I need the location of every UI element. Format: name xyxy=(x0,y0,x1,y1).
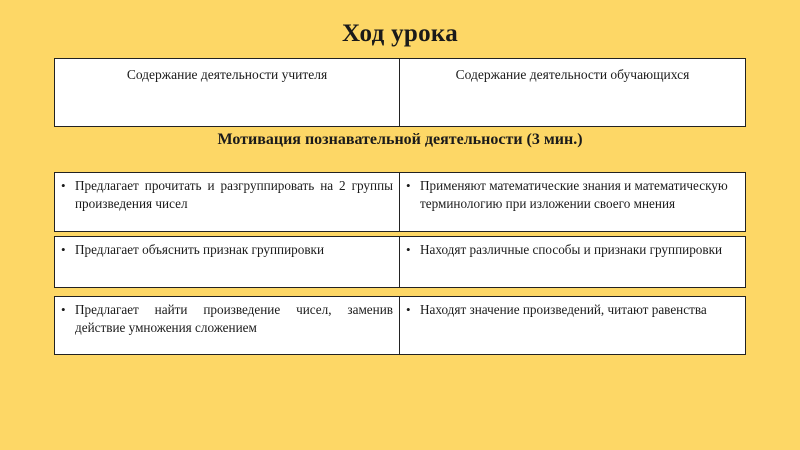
teacher-column-header: Содержание деятельности учителя xyxy=(55,59,400,127)
teacher-activity-text: Предлагает найти произведение чисел, заменив действие умножения сложением xyxy=(75,302,393,335)
table-row xyxy=(55,237,746,288)
activity-table-row-2 xyxy=(54,236,746,288)
table-row xyxy=(55,297,746,355)
header-row xyxy=(55,59,746,127)
teacher-activity-cell xyxy=(55,297,400,355)
students-activity-cell xyxy=(400,173,746,232)
bullet-icon: • xyxy=(61,302,66,317)
students-activity-cell xyxy=(400,297,746,355)
activity-table-row-3 xyxy=(54,296,746,355)
bullet-icon: • xyxy=(406,242,411,257)
teacher-activity-text: Предлагает прочитать и разгруппировать на 2 группы произведения чисел xyxy=(75,178,393,211)
students-activity-text: Находят различные способы и признаки группировки xyxy=(420,242,723,257)
students-activity-text: Находят значение произведений, читают равенства xyxy=(420,302,707,317)
section-title: Мотивация познавательной деятельности (3 мин.) xyxy=(217,131,583,148)
activity-table-row-1 xyxy=(54,172,746,232)
students-activity-cell xyxy=(400,237,746,288)
bullet-icon: • xyxy=(61,178,66,193)
teacher-activity-cell xyxy=(55,173,400,232)
bullet-icon: • xyxy=(406,178,411,193)
bullet-icon: • xyxy=(61,242,66,257)
students-column-header: Содержание деятельности обучающихся xyxy=(400,59,746,127)
table-row xyxy=(55,173,746,232)
slide-title: Ход урока xyxy=(341,20,459,47)
teacher-activity-cell xyxy=(55,237,400,288)
teacher-activity-text: Предлагает объяснить признак группировки xyxy=(75,242,325,257)
header-table xyxy=(54,58,746,127)
bullet-icon: • xyxy=(406,302,411,317)
students-activity-text: Применяют математические знания и математическую терминологию при изложении своего мнения xyxy=(420,178,728,211)
